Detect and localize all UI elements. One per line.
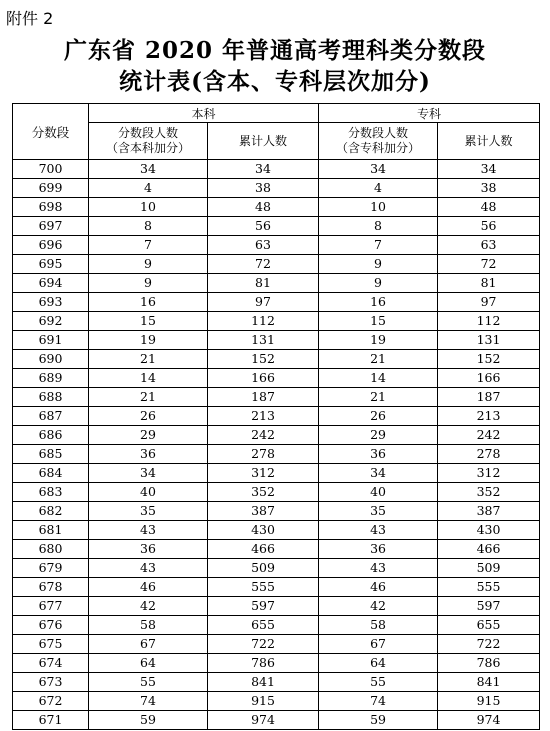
- benke-count-cell: 43: [89, 559, 208, 578]
- zhuanke-cumulative-cell: 278: [438, 445, 540, 464]
- benke-cumulative-cell: 81: [208, 274, 319, 293]
- benke-cumulative-header: 累计人数: [208, 123, 319, 160]
- benke-count-cell: 8: [89, 217, 208, 236]
- table-row: [13, 692, 540, 711]
- score-cell: 673: [13, 673, 89, 692]
- zhuanke-count-cell: 55: [319, 673, 438, 692]
- zhuanke-cumulative-header: 累计人数: [438, 123, 540, 160]
- benke-count-cell: 36: [89, 445, 208, 464]
- zhuanke-count-cell: 67: [319, 635, 438, 654]
- zhuanke-cumulative-cell: 312: [438, 464, 540, 483]
- score-cell: 693: [13, 293, 89, 312]
- table-row: [13, 502, 540, 521]
- score-cell: 674: [13, 654, 89, 673]
- benke-count-cell: 14: [89, 369, 208, 388]
- benke-cumulative-cell: 112: [208, 312, 319, 331]
- zhuanke-cumulative-cell: 63: [438, 236, 540, 255]
- score-cell: 690: [13, 350, 89, 369]
- benke-count-cell: 64: [89, 654, 208, 673]
- benke-cumulative-cell: 722: [208, 635, 319, 654]
- table-row: [13, 407, 540, 426]
- score-cell: 692: [13, 312, 89, 331]
- zhuanke-count-cell: 46: [319, 578, 438, 597]
- zhuanke-count-cell: 21: [319, 350, 438, 369]
- score-cell: 697: [13, 217, 89, 236]
- zhuanke-cumulative-cell: 112: [438, 312, 540, 331]
- zhuanke-count-cell: 64: [319, 654, 438, 673]
- benke-cumulative-cell: 974: [208, 711, 319, 730]
- zhuanke-cumulative-cell: 352: [438, 483, 540, 502]
- benke-count-cell: 36: [89, 540, 208, 559]
- zhuanke-count-header-line1: 分数段人数: [348, 126, 409, 140]
- benke-cumulative-cell: 466: [208, 540, 319, 559]
- benke-cumulative-cell: 97: [208, 293, 319, 312]
- table-row: [13, 540, 540, 559]
- table-row: [13, 635, 540, 654]
- benke-cumulative-cell: 509: [208, 559, 319, 578]
- benke-count-header: [89, 123, 208, 160]
- zhuanke-cumulative-cell: 187: [438, 388, 540, 407]
- benke-count-cell: 7: [89, 236, 208, 255]
- zhuanke-count-cell: 9: [319, 274, 438, 293]
- score-cell: 698: [13, 198, 89, 217]
- benke-cumulative-cell: 48: [208, 198, 319, 217]
- score-cell: 687: [13, 407, 89, 426]
- benke-count-cell: 58: [89, 616, 208, 635]
- table-row: [13, 236, 540, 255]
- zhuanke-cumulative-cell: 974: [438, 711, 540, 730]
- score-cell: 685: [13, 445, 89, 464]
- zhuanke-count-cell: 36: [319, 445, 438, 464]
- zhuanke-count-cell: 42: [319, 597, 438, 616]
- table-row: [13, 711, 540, 730]
- zhuanke-count-cell: 43: [319, 559, 438, 578]
- zhuanke-count-cell: 34: [319, 464, 438, 483]
- benke-cumulative-cell: 430: [208, 521, 319, 540]
- table-row: [13, 616, 540, 635]
- table-row: [13, 559, 540, 578]
- table-row: [13, 274, 540, 293]
- zhuanke-cumulative-cell: 48: [438, 198, 540, 217]
- benke-group-header: 本科: [89, 104, 319, 123]
- zhuanke-cumulative-cell: 466: [438, 540, 540, 559]
- table-row: [13, 578, 540, 597]
- zhuanke-count-cell: 19: [319, 331, 438, 350]
- zhuanke-cumulative-cell: 34: [438, 160, 540, 179]
- zhuanke-count-cell: 15: [319, 312, 438, 331]
- zhuanke-group-header: 专科: [319, 104, 540, 123]
- table-row: [13, 673, 540, 692]
- benke-count-cell: 55: [89, 673, 208, 692]
- score-cell: 686: [13, 426, 89, 445]
- benke-cumulative-cell: 387: [208, 502, 319, 521]
- zhuanke-cumulative-cell: 213: [438, 407, 540, 426]
- table-row: [13, 521, 540, 540]
- zhuanke-count-cell: 59: [319, 711, 438, 730]
- table-row: [13, 369, 540, 388]
- table-row: [13, 198, 540, 217]
- zhuanke-cumulative-cell: 555: [438, 578, 540, 597]
- zhuanke-count-cell: 40: [319, 483, 438, 502]
- benke-cumulative-cell: 187: [208, 388, 319, 407]
- benke-count-cell: 21: [89, 388, 208, 407]
- zhuanke-count-cell: 14: [319, 369, 438, 388]
- table-row: [13, 654, 540, 673]
- benke-cumulative-cell: 131: [208, 331, 319, 350]
- benke-cumulative-cell: 915: [208, 692, 319, 711]
- benke-cumulative-cell: 152: [208, 350, 319, 369]
- zhuanke-cumulative-cell: 430: [438, 521, 540, 540]
- table-row: [13, 464, 540, 483]
- zhuanke-count-cell: 34: [319, 160, 438, 179]
- benke-count-header-line2: （含本科加分）: [105, 141, 190, 155]
- benke-cumulative-cell: 63: [208, 236, 319, 255]
- zhuanke-count-cell: 26: [319, 407, 438, 426]
- benke-count-cell: 10: [89, 198, 208, 217]
- score-cell: 677: [13, 597, 89, 616]
- zhuanke-count-cell: 58: [319, 616, 438, 635]
- score-cell: 672: [13, 692, 89, 711]
- document-subtitle: 统计表(含本、专科层次加分): [119, 68, 431, 95]
- zhuanke-count-cell: 74: [319, 692, 438, 711]
- zhuanke-cumulative-cell: 56: [438, 217, 540, 236]
- table-row: [13, 350, 540, 369]
- zhuanke-count-cell: 16: [319, 293, 438, 312]
- table-row: [13, 445, 540, 464]
- zhuanke-cumulative-cell: 509: [438, 559, 540, 578]
- zhuanke-cumulative-cell: 655: [438, 616, 540, 635]
- score-cell: 688: [13, 388, 89, 407]
- score-cell: 676: [13, 616, 89, 635]
- table-row: [13, 388, 540, 407]
- score-cell: 683: [13, 483, 89, 502]
- score-cell: 671: [13, 711, 89, 730]
- score-cell: 679: [13, 559, 89, 578]
- zhuanke-cumulative-cell: 722: [438, 635, 540, 654]
- benke-count-cell: 67: [89, 635, 208, 654]
- score-cell: 696: [13, 236, 89, 255]
- zhuanke-count-cell: 7: [319, 236, 438, 255]
- score-cell: 695: [13, 255, 89, 274]
- score-cell: 700: [13, 160, 89, 179]
- benke-count-cell: 59: [89, 711, 208, 730]
- zhuanke-cumulative-cell: 915: [438, 692, 540, 711]
- benke-count-cell: 9: [89, 274, 208, 293]
- zhuanke-cumulative-cell: 97: [438, 293, 540, 312]
- zhuanke-count-cell: 10: [319, 198, 438, 217]
- attachment-label: 附件 2: [6, 9, 54, 28]
- benke-count-cell: 46: [89, 578, 208, 597]
- zhuanke-cumulative-cell: 387: [438, 502, 540, 521]
- table-row: [13, 293, 540, 312]
- benke-cumulative-cell: 56: [208, 217, 319, 236]
- score-cell: 689: [13, 369, 89, 388]
- benke-cumulative-cell: 72: [208, 255, 319, 274]
- zhuanke-count-cell: 4: [319, 179, 438, 198]
- zhuanke-count-cell: 21: [319, 388, 438, 407]
- score-cell: 694: [13, 274, 89, 293]
- benke-cumulative-cell: 278: [208, 445, 319, 464]
- score-distribution-table: [12, 103, 540, 730]
- benke-count-cell: 29: [89, 426, 208, 445]
- table-row: [13, 426, 540, 445]
- zhuanke-cumulative-cell: 72: [438, 255, 540, 274]
- score-cell: 684: [13, 464, 89, 483]
- zhuanke-cumulative-cell: 166: [438, 369, 540, 388]
- zhuanke-cumulative-cell: 81: [438, 274, 540, 293]
- benke-count-cell: 21: [89, 350, 208, 369]
- table-body: [13, 160, 540, 730]
- score-cell: 699: [13, 179, 89, 198]
- table-row: [13, 179, 540, 198]
- zhuanke-count-header: [319, 123, 438, 160]
- table-row: [13, 312, 540, 331]
- zhuanke-cumulative-cell: 597: [438, 597, 540, 616]
- zhuanke-count-cell: 43: [319, 521, 438, 540]
- zhuanke-count-cell: 9: [319, 255, 438, 274]
- table-row: [13, 483, 540, 502]
- score-cell: 675: [13, 635, 89, 654]
- benke-count-header-line1: 分数段人数: [117, 126, 178, 140]
- benke-count-cell: 43: [89, 521, 208, 540]
- zhuanke-count-cell: 8: [319, 217, 438, 236]
- benke-cumulative-cell: 786: [208, 654, 319, 673]
- zhuanke-cumulative-cell: 841: [438, 673, 540, 692]
- zhuanke-cumulative-cell: 38: [438, 179, 540, 198]
- table-row: [13, 331, 540, 350]
- table-row: [13, 160, 540, 179]
- benke-count-cell: 35: [89, 502, 208, 521]
- benke-count-cell: 26: [89, 407, 208, 426]
- benke-count-cell: 16: [89, 293, 208, 312]
- score-cell: 680: [13, 540, 89, 559]
- zhuanke-count-cell: 36: [319, 540, 438, 559]
- benke-count-cell: 42: [89, 597, 208, 616]
- zhuanke-count-cell: 35: [319, 502, 438, 521]
- zhuanke-cumulative-cell: 786: [438, 654, 540, 673]
- table-row: [13, 255, 540, 274]
- document-title: 广东省 2020 年普通高考理科类分数段: [63, 37, 487, 64]
- table-row: [13, 597, 540, 616]
- benke-cumulative-cell: 555: [208, 578, 319, 597]
- benke-count-cell: 74: [89, 692, 208, 711]
- score-column-header: 分数段: [13, 104, 89, 160]
- zhuanke-cumulative-cell: 131: [438, 331, 540, 350]
- benke-cumulative-cell: 166: [208, 369, 319, 388]
- benke-count-cell: 9: [89, 255, 208, 274]
- benke-count-cell: 19: [89, 331, 208, 350]
- benke-count-cell: 34: [89, 160, 208, 179]
- zhuanke-count-header-line2: （含专科加分）: [336, 141, 421, 155]
- benke-count-cell: 34: [89, 464, 208, 483]
- score-cell: 681: [13, 521, 89, 540]
- zhuanke-count-cell: 29: [319, 426, 438, 445]
- benke-cumulative-cell: 352: [208, 483, 319, 502]
- zhuanke-cumulative-cell: 152: [438, 350, 540, 369]
- benke-count-cell: 15: [89, 312, 208, 331]
- benke-cumulative-cell: 242: [208, 426, 319, 445]
- benke-cumulative-cell: 655: [208, 616, 319, 635]
- table-row: [13, 217, 540, 236]
- score-cell: 678: [13, 578, 89, 597]
- benke-count-cell: 4: [89, 179, 208, 198]
- benke-cumulative-cell: 213: [208, 407, 319, 426]
- zhuanke-cumulative-cell: 242: [438, 426, 540, 445]
- benke-cumulative-cell: 597: [208, 597, 319, 616]
- benke-cumulative-cell: 38: [208, 179, 319, 198]
- benke-cumulative-cell: 312: [208, 464, 319, 483]
- score-cell: 691: [13, 331, 89, 350]
- benke-cumulative-cell: 34: [208, 160, 319, 179]
- benke-count-cell: 40: [89, 483, 208, 502]
- score-cell: 682: [13, 502, 89, 521]
- benke-cumulative-cell: 841: [208, 673, 319, 692]
